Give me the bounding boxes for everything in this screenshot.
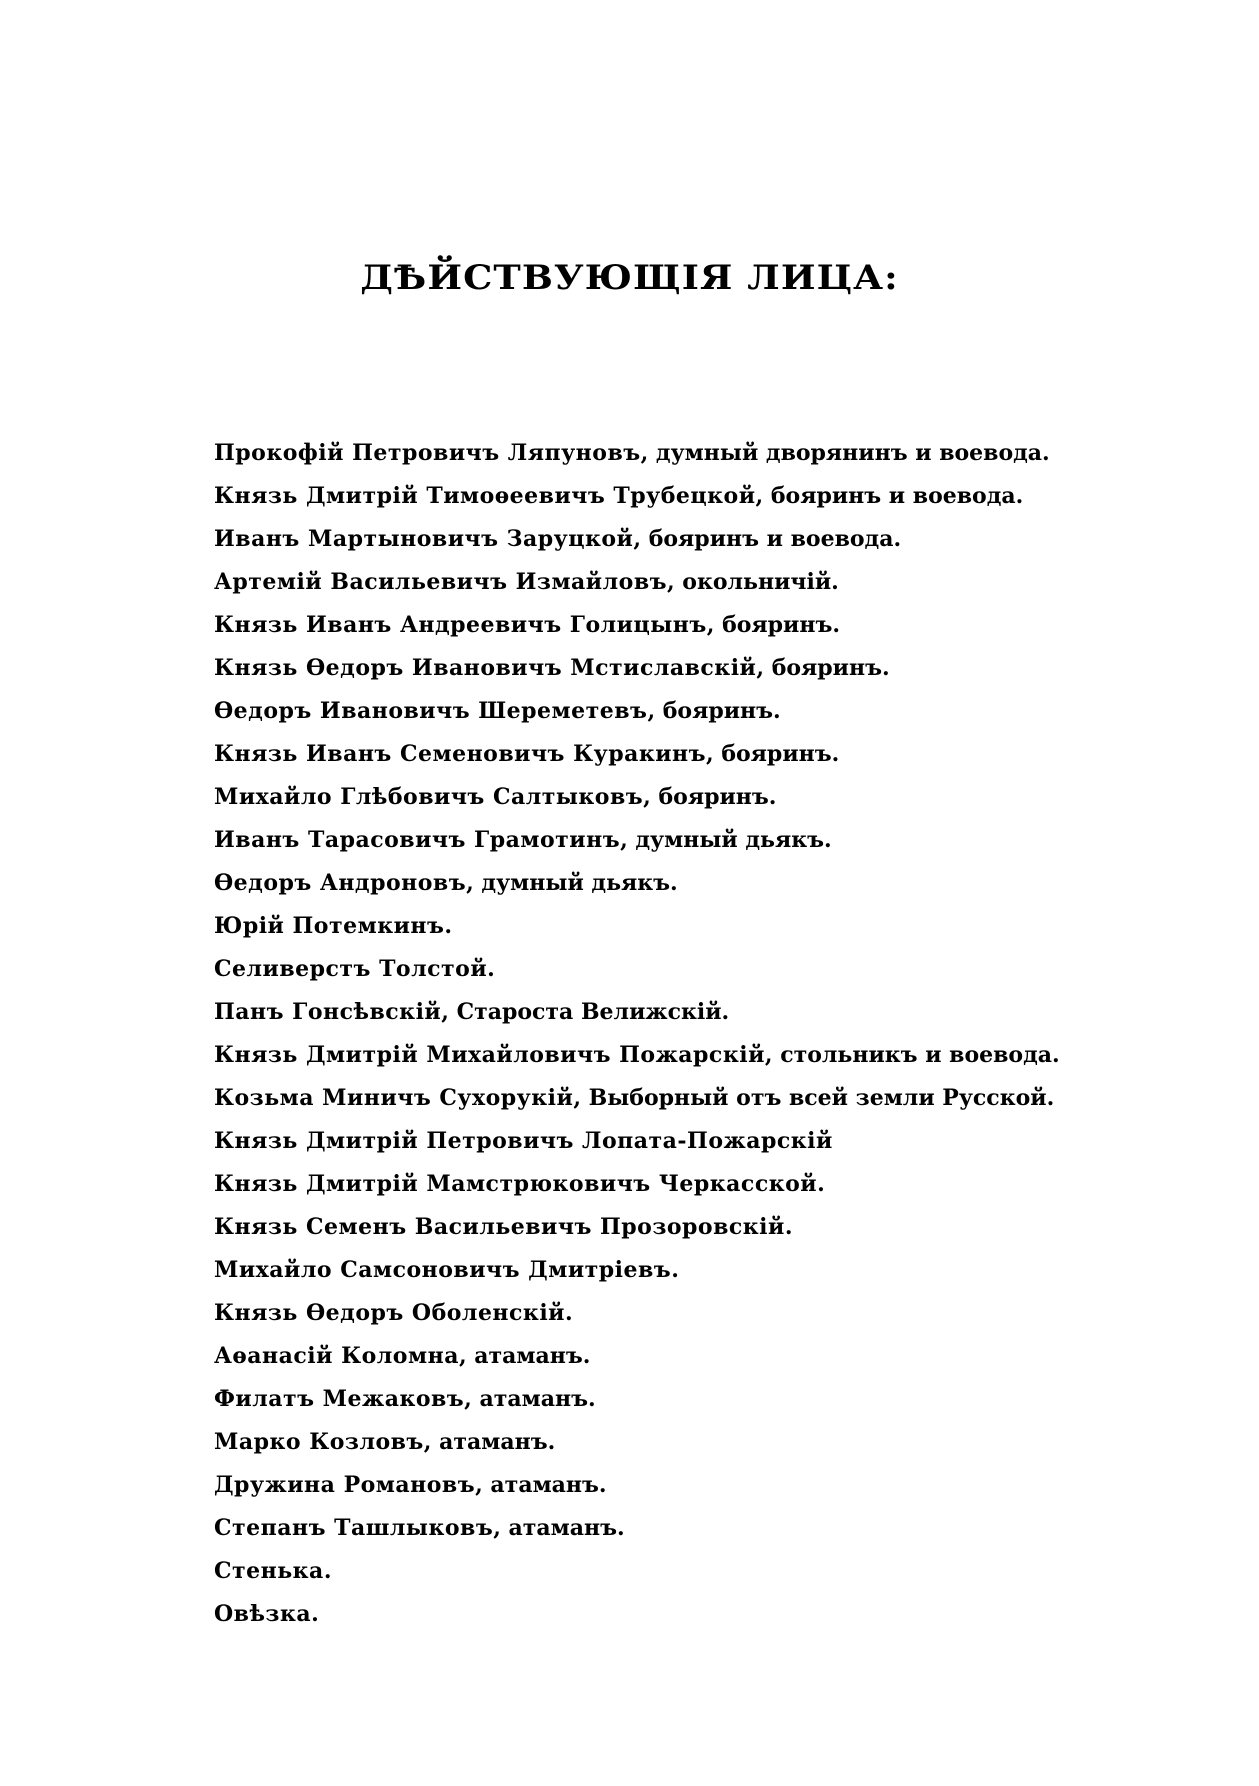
character-role: , Староста Велижскій. — [441, 999, 730, 1025]
cast-list — [214, 432, 1214, 1636]
character-role: , бояринъ. — [643, 784, 777, 810]
cast-entry — [214, 1292, 1214, 1335]
character-name: Дружина Романовъ — [214, 1472, 476, 1498]
character-name: Князь Иванъ Семеновичъ Куракинъ — [214, 741, 707, 767]
cast-entry — [214, 776, 1214, 819]
cast-entry — [214, 1593, 1214, 1636]
cast-entry — [214, 604, 1214, 647]
cast-entry — [214, 1163, 1214, 1206]
character-role: , атаманъ. — [458, 1343, 591, 1369]
cast-entry — [214, 690, 1214, 733]
character-name: Ѳедоръ Ивановичъ Шереметевъ — [214, 698, 648, 724]
cast-entry — [214, 561, 1214, 604]
cast-entry — [214, 1335, 1214, 1378]
character-name: Князь Дмитрій Петровичъ Лопата-Пожарскій — [214, 1128, 833, 1154]
cast-entry — [214, 1378, 1214, 1421]
character-role: , думный дворянинъ и воевода. — [640, 440, 1050, 466]
character-role: . — [487, 956, 495, 982]
character-name: Михайло Самсоновичъ Дмитріевъ — [214, 1257, 672, 1283]
character-name: Селиверстъ Толстой — [214, 956, 488, 982]
character-role: , стольникъ и воевода. — [764, 1042, 1060, 1068]
cast-entry — [214, 905, 1214, 948]
character-name: Михайло Глѣбовичъ Салтыковъ — [214, 784, 644, 810]
cast-entry — [214, 1421, 1214, 1464]
character-role: . — [565, 1300, 573, 1326]
character-role: , думный дьякъ. — [466, 870, 678, 896]
page-heading: ДѢЙСТВУЮЩІЯ ЛИЦА: — [360, 258, 899, 298]
character-name: Овѣзка — [214, 1601, 312, 1627]
character-name: Аѳанасій Коломна — [214, 1343, 459, 1369]
character-name: Козьма Миничъ Сухорукій — [214, 1085, 574, 1111]
character-role: . — [311, 1601, 319, 1627]
cast-entry — [214, 819, 1214, 862]
character-name: Иванъ Мартыновичъ Заруцкой — [214, 526, 634, 552]
cast-entry — [214, 862, 1214, 905]
character-name: Князь Дмитрій Мамстрюковичъ Черкасской — [214, 1171, 818, 1197]
cast-entry — [214, 647, 1214, 690]
character-role: . — [817, 1171, 825, 1197]
character-name: Панъ Гонсѣвскій — [214, 999, 442, 1025]
cast-entry — [214, 991, 1214, 1034]
character-name: Князь Семенъ Васильевичъ Прозоровскій — [214, 1214, 785, 1240]
cast-entry — [214, 1206, 1214, 1249]
cast-entry — [214, 518, 1214, 561]
character-name: Юрій Потемкинъ — [214, 913, 445, 939]
character-name: Степанъ Ташлыковъ — [214, 1515, 494, 1541]
cast-entry — [214, 1464, 1214, 1507]
character-role: , окольничій. — [666, 569, 839, 595]
character-role: , бояринъ. — [756, 655, 890, 681]
character-role: , бояринъ. — [706, 741, 840, 767]
character-name: Иванъ Тарасовичъ Грамотинъ — [214, 827, 621, 853]
character-role: , бояринъ. — [706, 612, 841, 638]
character-name: Ѳедоръ Андроновъ — [214, 870, 467, 896]
cast-entry — [214, 1550, 1214, 1593]
character-name: Артемій Васильевичъ Измайловъ — [214, 569, 667, 595]
character-name: Князь Дмитрій Тимоѳеевичъ Трубецкой — [214, 483, 756, 509]
cast-entry — [214, 948, 1214, 991]
character-role: , атаманъ. — [423, 1429, 556, 1455]
character-role: . — [784, 1214, 793, 1240]
cast-entry — [214, 1120, 1214, 1163]
character-name: Прокофій Петровичъ Ляпуновъ — [214, 440, 641, 466]
character-role: , думный дьякъ. — [620, 827, 832, 853]
character-role: . — [671, 1257, 679, 1283]
cast-entry — [214, 1034, 1214, 1077]
character-role: . — [444, 913, 453, 939]
character-role: , бояринъ. — [647, 698, 781, 724]
character-name: Князь Дмитрій Михайловичъ Пожарскій — [214, 1042, 765, 1068]
cast-entry — [214, 432, 1214, 475]
character-role: . — [323, 1558, 332, 1584]
character-role: , атаманъ. — [475, 1472, 607, 1498]
character-role: , бояринъ и воевода. — [755, 483, 1024, 509]
cast-entry — [214, 1077, 1214, 1120]
character-name: Филатъ Межаковъ — [214, 1386, 465, 1412]
character-role: , атаманъ. — [493, 1515, 625, 1541]
character-name: Князь Иванъ Андреевичъ Голицынъ — [214, 612, 707, 638]
character-role: , атаманъ. — [464, 1386, 596, 1412]
character-role: , Выборный отъ всей земли Русской. — [573, 1085, 1055, 1111]
character-name: Князь Ѳедоръ Ивановичъ Мстиславскій — [214, 655, 757, 681]
character-name: Стенька — [214, 1558, 324, 1584]
cast-entry — [214, 1249, 1214, 1292]
character-role: , бояринъ и воевода. — [633, 526, 902, 552]
character-name: Марко Козловъ — [214, 1429, 424, 1455]
character-name: Князь Ѳедоръ Оболенскій — [214, 1300, 565, 1326]
cast-entry — [214, 733, 1214, 776]
cast-entry — [214, 475, 1214, 518]
cast-entry — [214, 1507, 1214, 1550]
